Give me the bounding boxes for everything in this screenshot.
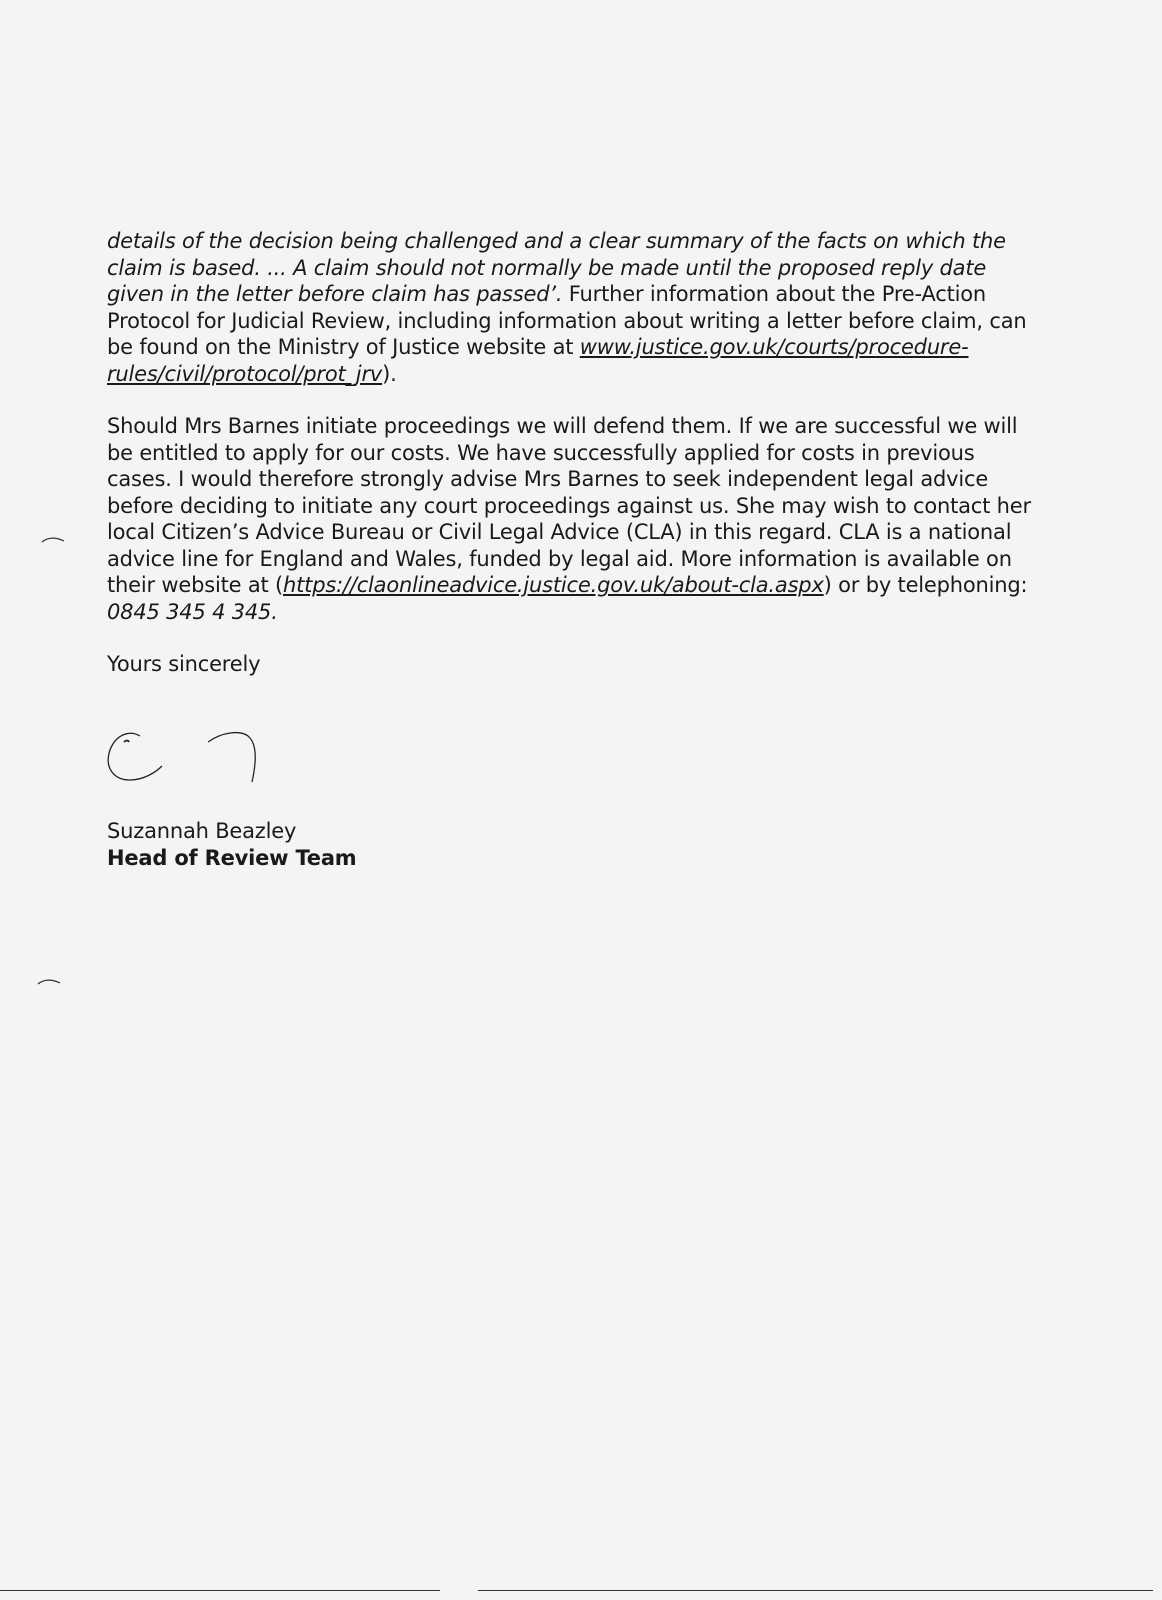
letter-body bbox=[107, 228, 1042, 678]
proceedings-text: Should Mrs Barnes initiate proceedings we will defend them. If we are successful we will be entitled to apply for our costs. We have successfully applied for costs in previous cases. I would therefore strongly advise Mrs Barnes to seek independent legal advice before deciding to initiate any court proceedings against us. She may wish to contact her local Citizen’s Advice Bureau or Civil Legal Advice (CLA) in this regard. CLA is a national advice line for England and Wales, funded by legal aid. More information is available on their website at ( bbox=[107, 414, 1031, 597]
bottom-rule-right bbox=[478, 1590, 1153, 1591]
handwritten-signature bbox=[104, 728, 274, 798]
bottom-rule-left bbox=[0, 1590, 440, 1591]
protocol-quote: details of the decision being challenged and a clear summary of the facts on which the claim is based. ... A claim should not normally be made until the proposed reply date given in the letter before claim has passed’. bbox=[107, 229, 1006, 306]
cla-phone-number: 0845 345 4 345. bbox=[107, 599, 278, 624]
scan-mark-left-1 bbox=[40, 536, 66, 544]
protocol-info-text: Further information about the Pre-Action Protocol for Judicial Review, including information about writing a letter before claim, can be found on the Ministry of Justice website at bbox=[107, 282, 1027, 359]
cla-website-link[interactable]: https://claonlineadvice.justice.gov.uk/about-cla.aspx bbox=[283, 573, 824, 597]
justice-protocol-link[interactable]: www.justice.gov.uk/courts/procedure-rules/civil/protocol/prot_jrv bbox=[107, 335, 969, 386]
signatory-name: Suzannah Beazley bbox=[107, 819, 297, 843]
telephone-intro: ) or by telephoning: bbox=[823, 573, 1028, 597]
paragraph-protocol bbox=[107, 228, 1042, 387]
signatory-block bbox=[107, 818, 357, 871]
paragraph-proceedings bbox=[107, 413, 1042, 625]
protocol-closing-punct: ). bbox=[382, 361, 397, 386]
signatory-title: Head of Review Team bbox=[107, 845, 357, 870]
closing-salutation: Yours sincerely bbox=[107, 652, 261, 676]
scan-mark-left-2 bbox=[36, 978, 62, 986]
